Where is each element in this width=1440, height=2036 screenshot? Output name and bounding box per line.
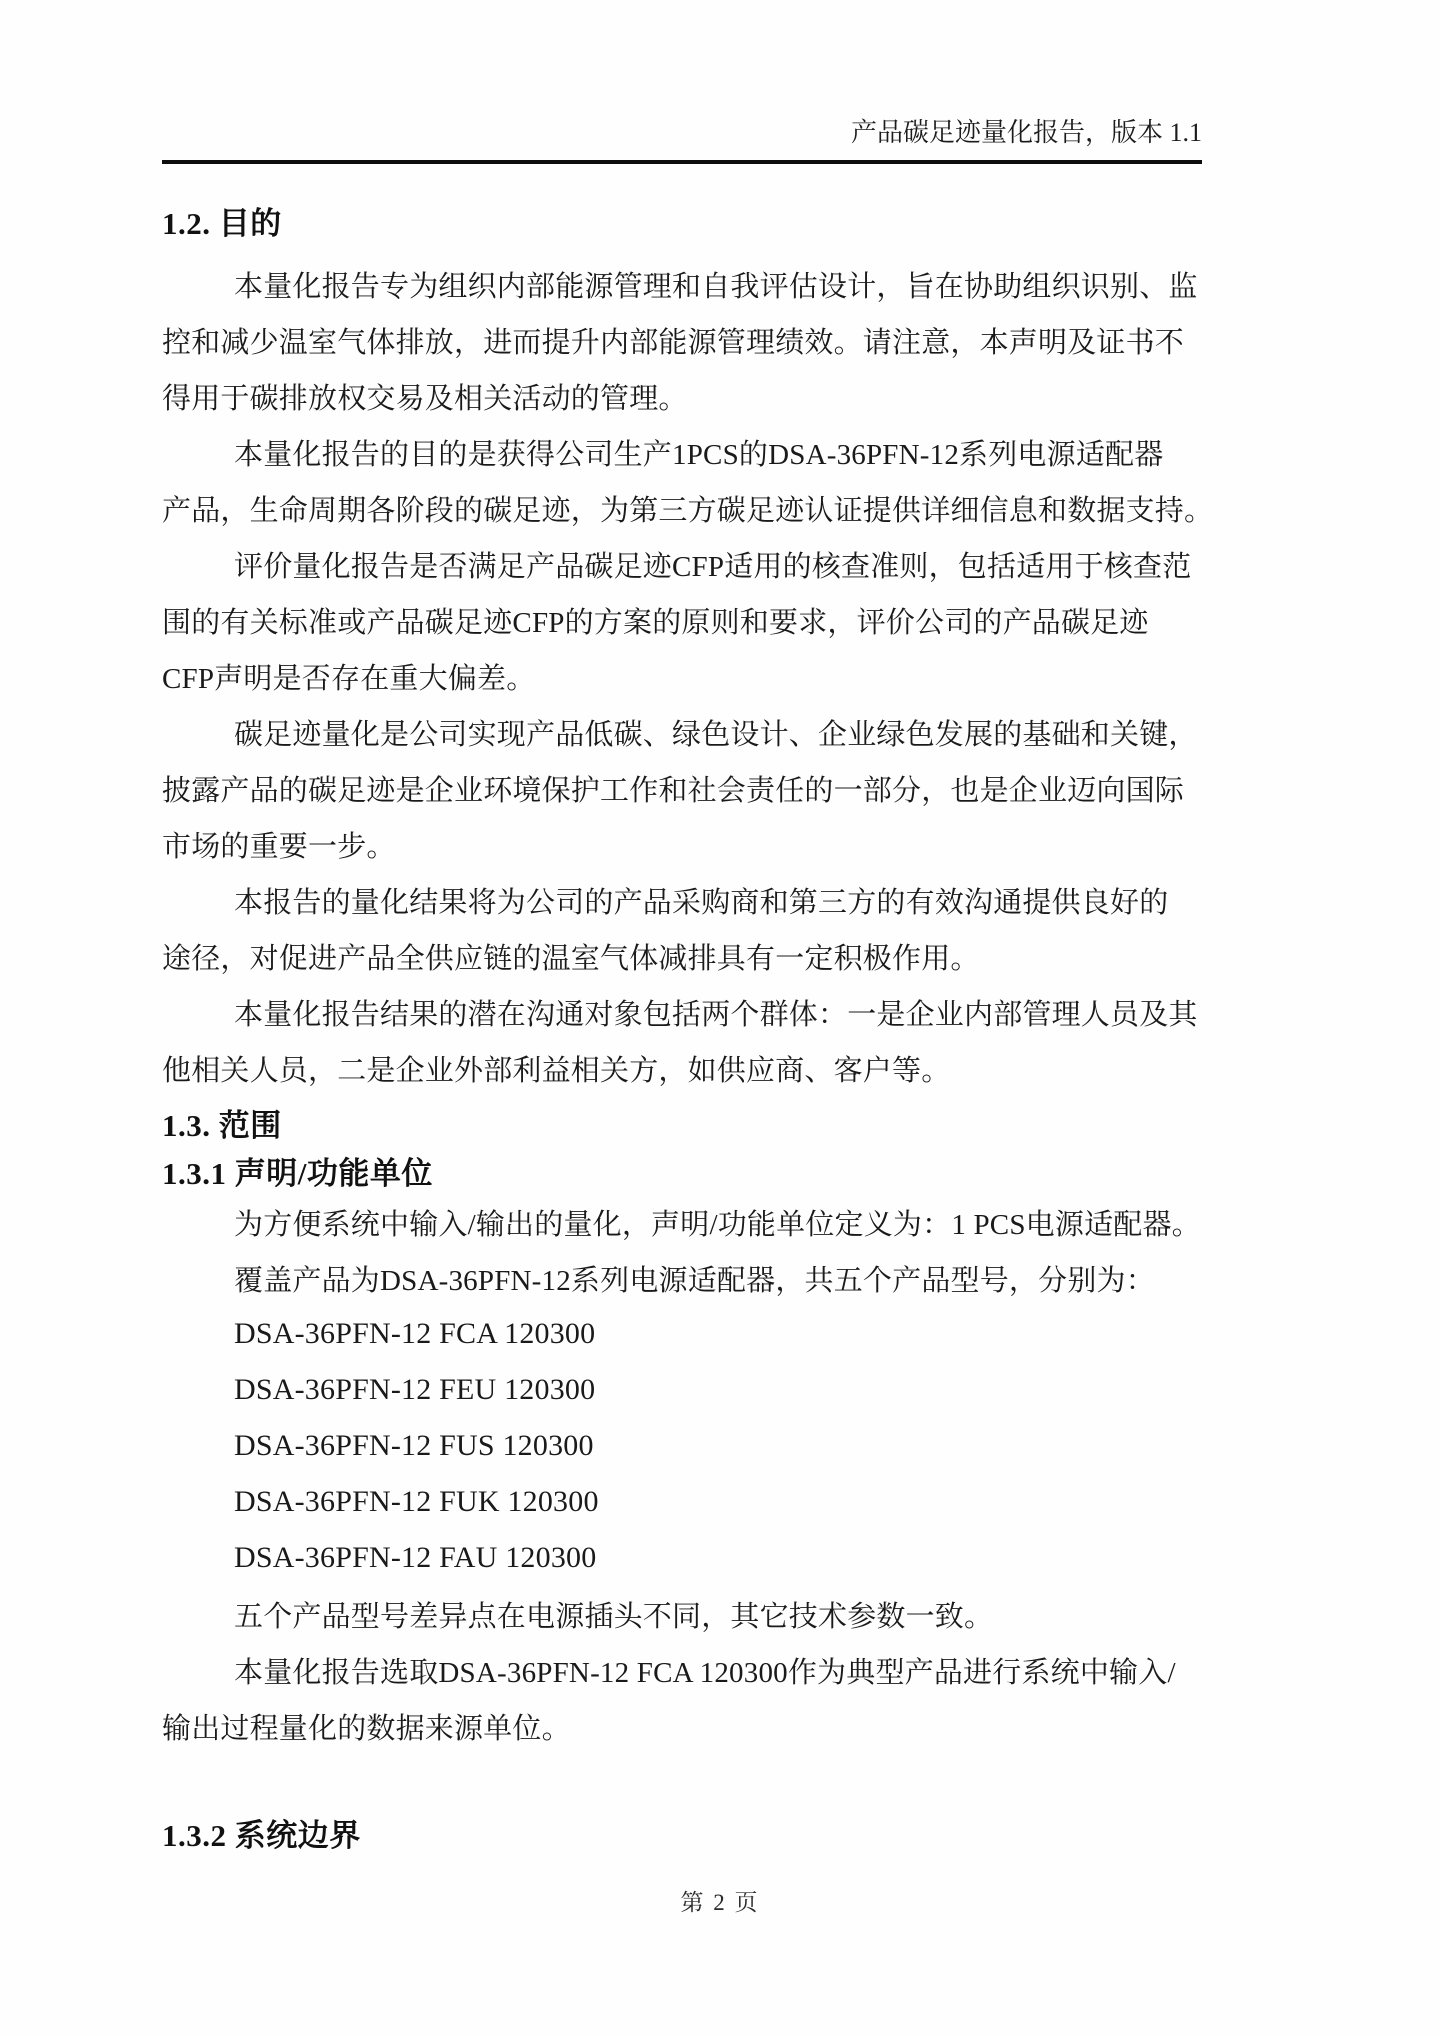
paragraph-line: 披露产品的碳足迹是企业环境保护工作和社会责任的一部分，也是企业迈向国际 [162,774,1185,807]
heading-1-3-1: 1.3.1 声明/功能单位 [162,1155,433,1191]
section-scope [162,1098,1204,1754]
header-title: 产品碳足迹量化报告，版本 1.1 [850,118,1202,147]
paragraph-line: 本量化报告的目的是获得公司生产1PCS的DSA-36PFN-12系列电源适配器 [234,438,1164,471]
page-number: 第 2 页 [680,1890,760,1915]
model-line: DSA-36PFN-12 FAU 120300 [234,1541,597,1574]
paragraph-line: 本量化报告结果的潜在沟通对象包括两个群体：一是企业内部管理人员及其 [234,998,1198,1031]
paragraph-line: CFP声明是否存在重大偏差。 [162,662,536,695]
model-line: DSA-36PFN-12 FUK 120300 [234,1485,599,1518]
heading-1-3-2: 1.3.2 系统边界 [162,1817,361,1853]
paragraph-line: 他相关人员，二是企业外部利益相关方，如供应商、客户等。 [162,1054,951,1087]
page-header [162,0,1202,164]
model-line: DSA-36PFN-12 FUS 120300 [234,1429,594,1462]
paragraph-line: 本量化报告专为组织内部能源管理和自我评估设计，旨在协助组织识别、监 [234,270,1198,303]
heading-1-3: 1.3. 范围 [162,1107,282,1143]
section-purpose [162,196,1214,1096]
paragraph-line: 控和减少温室气体排放，进而提升内部能源管理绩效。请注意，本声明及证书不 [162,326,1185,359]
paragraph-line: 为方便系统中输入/输出的量化，声明/功能单位定义为：1 PCS电源适配器。 [234,1208,1201,1241]
model-line: DSA-36PFN-12 FCA 120300 [234,1317,596,1350]
paragraph-line: 市场的重要一步。 [162,830,396,863]
section-system-boundary [162,1808,1204,1856]
paragraph-line: 五个产品型号差异点在电源插头不同，其它技术参数一致。 [234,1600,994,1633]
page-footer [0,1884,1440,1917]
paragraph-line: 输出过程量化的数据来源单位。 [162,1712,571,1745]
paragraph-line: 得用于碳排放权交易及相关活动的管理。 [162,382,688,415]
paragraph-line: 本报告的量化结果将为公司的产品采购商和第三方的有效沟通提供良好的 [234,886,1169,919]
heading-1-2: 1.2. 目的 [162,205,282,241]
model-line: DSA-36PFN-12 FEU 120300 [234,1373,596,1406]
paragraph-line: 碳足迹量化是公司实现产品低碳、绿色设计、企业绿色发展的基础和关键， [234,718,1198,751]
paragraph-line: 本量化报告选取DSA-36PFN-12 FCA 120300作为典型产品进行系统中输入/ [234,1656,1176,1689]
spacer [162,244,1204,256]
paragraph-line: 覆盖产品为DSA-36PFN-12系列电源适配器，共五个产品型号，分别为： [234,1264,1155,1297]
paragraph-line: 产品，生命周期各阶段的碳足迹，为第三方碳足迹认证提供详细信息和数据支持。 [162,494,1214,527]
paragraph-line: 围的有关标准或产品碳足迹CFP的方案的原则和要求，评价公司的产品碳足迹 [162,606,1149,639]
paragraph-line: 评价量化报告是否满足产品碳足迹CFP适用的核查准则，包括适用于核查范 [234,550,1192,583]
paragraph-line: 途径，对促进产品全供应链的温室气体减排具有一定积极作用。 [162,942,980,975]
